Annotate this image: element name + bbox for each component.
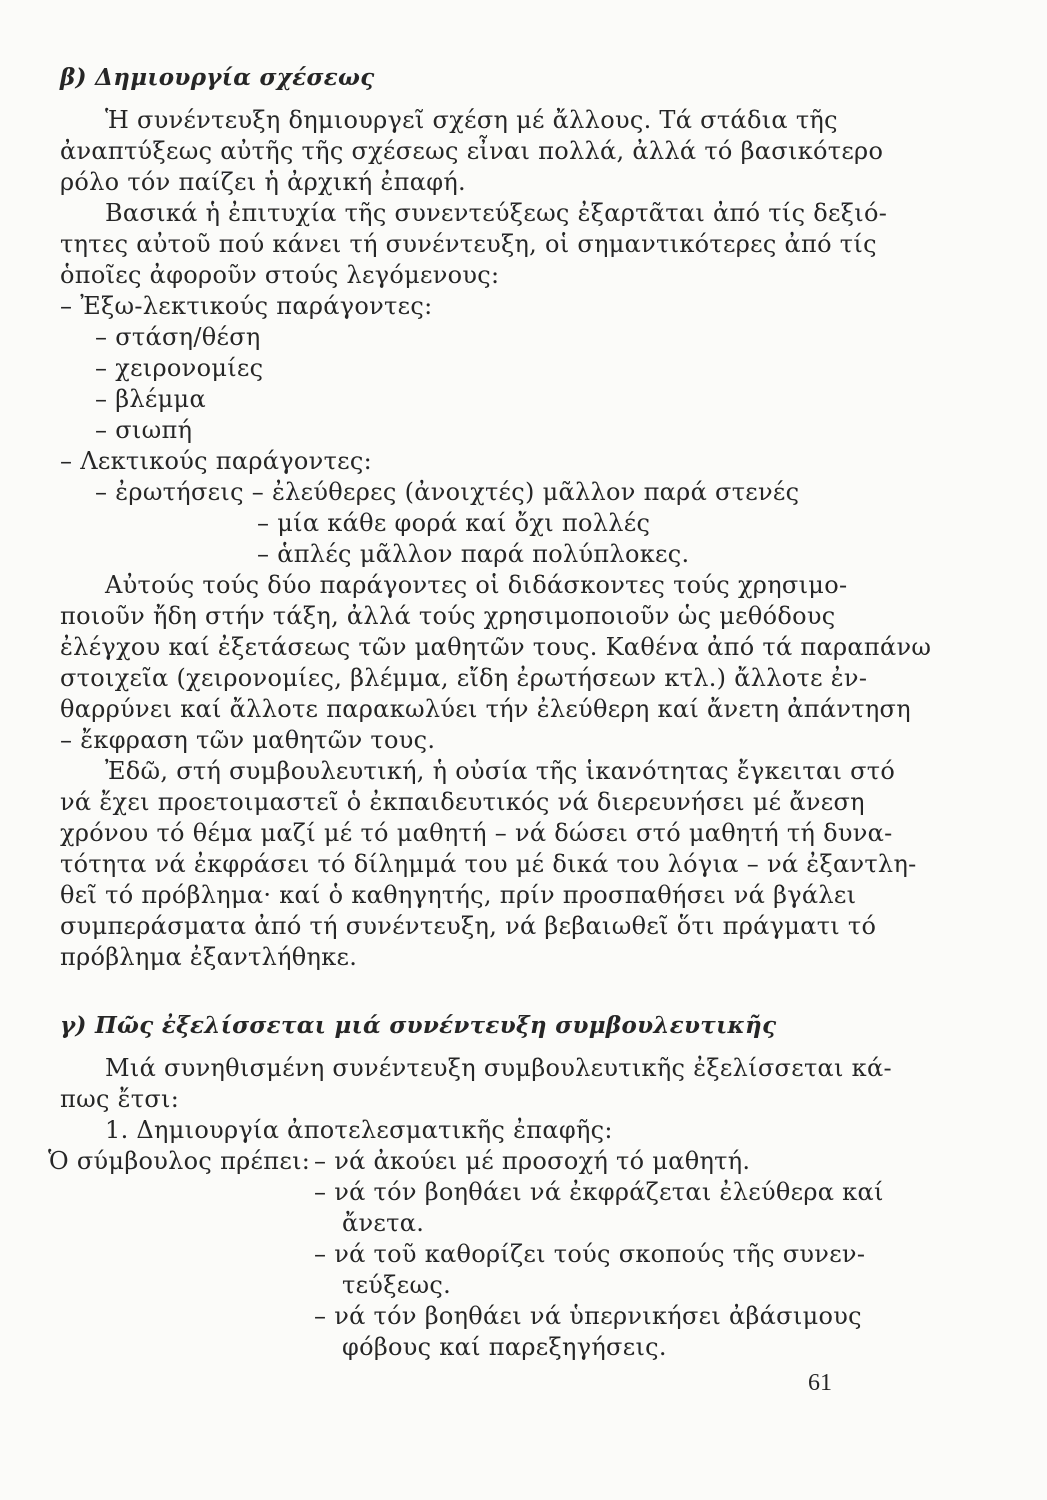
paragraph-line: θεῖ τό πρόβλημα· καί ὁ καθηγητής, πρίν προσπαθήσει νά βγάλει (60, 881, 857, 909)
paragraph-line: ὁποῖες ἀφοροῦν στούς λεγόμενους: (60, 261, 500, 289)
paragraph-line: – ἔκφραση τῶν μαθητῶν τους. (60, 726, 436, 754)
verbal-factors-heading: – Λεκτικούς παράγοντες: (60, 447, 373, 475)
paragraph-line: τητες αὐτοῦ πού κάνει τή συνέντευξη, οἱ σημαντικότερες ἀπό τίς (60, 230, 877, 258)
list-item: – ἐρωτήσεις – ἐλεύθερες (ἀνοιχτές) μᾶλλον παρά στενές (95, 478, 800, 506)
step-heading: 1. Δημιουργία ἀποτελεσματικῆς ἐπαφῆς: (105, 1116, 613, 1144)
paragraph-line: ἀναπτύξεως αὐτῆς τῆς σχέσεως εἶναι πολλά, ἀλλά τό βασικότερο (60, 137, 884, 165)
list-item: τεύξεως. (342, 1271, 451, 1299)
list-item: – νά τοῦ καθορίζει τούς σκοπούς τῆς συνεν- (314, 1240, 866, 1268)
list-item: – σιωπή (95, 416, 193, 444)
list-item: φόβους καί παρεξηγήσεις. (342, 1333, 667, 1361)
section-b-heading: β) Δημιουργία σχέσεως (60, 64, 375, 91)
paragraph-line: πρόβλημα ἐξαντλήθηκε. (60, 943, 358, 971)
section-c-heading: γ) Πῶς ἐξελίσσεται μιά συνέντευξη συμβουλευτικῆς (60, 1012, 777, 1039)
paragraph-line: τότητα νά ἐκφράσει τό δίλημμά του μέ δικά του λόγια – νά ἐξαντλη- (60, 850, 917, 878)
page-number: 61 (808, 1370, 832, 1396)
paragraph-line: ἐλέγχου καί ἐξετάσεως τῶν μαθητῶν τους. Καθένα ἀπό τά παραπάνω (60, 633, 932, 661)
paragraph-line: νά ἔχει προετοιμαστεῖ ὁ ἐκπαιδευτικός νά διερευνήσει μέ ἄνεση (60, 788, 865, 816)
list-item: – ἁπλές μᾶλλον παρά πολύπλοκες. (257, 540, 690, 568)
paragraph-line: πως ἔτσι: (60, 1085, 180, 1113)
paragraph-line: Ἡ συνέντευξη δημιουργεῖ σχέση μέ ἄλλους. Τά στάδια τῆς (105, 106, 838, 134)
list-item: – νά τόν βοηθάει νά ἐκφράζεται ἐλεύθερα καί (314, 1178, 884, 1206)
list-item: – νά ἀκούει μέ προσοχή τό μαθητή. (314, 1147, 751, 1175)
paragraph-line: συμπεράσματα ἀπό τή συνέντευξη, νά βεβαιωθεῖ ὅτι πράγματι τό (60, 912, 877, 940)
paragraph-line: θαρρύνει καί ἄλλοτε παρακωλύει τήν ἐλεύθερη καί ἄνετη ἀπάντηση (60, 695, 911, 723)
counselor-label: Ὁ σύμβουλος πρέπει: (48, 1147, 311, 1175)
list-item: – μία κάθε φορά καί ὄχι πολλές (257, 509, 651, 537)
paragraph-line: ρόλο τόν παίζει ἡ ἀρχική ἐπαφή. (60, 168, 466, 196)
list-item: ἄνετα. (342, 1209, 425, 1237)
paragraph-line: στοιχεῖα (χειρονομίες, βλέμμα, εἴδη ἐρωτήσεων κτλ.) ἄλλοτε ἐν- (60, 664, 868, 692)
paragraph-line: ποιοῦν ἤδη στήν τάξη, ἀλλά τούς χρησιμοποιοῦν ὡς μεθόδους (60, 602, 836, 630)
paragraph-line: χρόνου τό θέμα μαζί μέ τό μαθητή – νά δώσει στό μαθητή τή δυνα- (60, 819, 893, 847)
list-item: – βλέμμα (95, 385, 206, 413)
paragraph-line: Ἐδῶ, στή συμβουλευτική, ἡ οὐσία τῆς ἱκανότητας ἔγκειται στό (105, 757, 896, 785)
paragraph-line: Μιά συνηθισμένη συνέντευξη συμβουλευτικῆς ἐξελίσσεται κά- (105, 1054, 892, 1082)
nonverbal-factors-heading: – Ἐξω-λεκτικούς παράγοντες: (60, 292, 433, 320)
paragraph-line: Βασικά ἡ ἐπιτυχία τῆς συνεντεύξεως ἐξαρτᾶται ἀπό τίς δεξιό- (105, 199, 888, 227)
list-item: – νά τόν βοηθάει νά ὑπερνικήσει ἀβάσιμους (314, 1302, 862, 1330)
list-item: – χειρονομίες (95, 354, 264, 382)
paragraph-line: Αὐτούς τούς δύο παράγοντες οἱ διδάσκοντες τούς χρησιμο- (105, 571, 848, 599)
list-item: – στάση/θέση (95, 323, 261, 351)
